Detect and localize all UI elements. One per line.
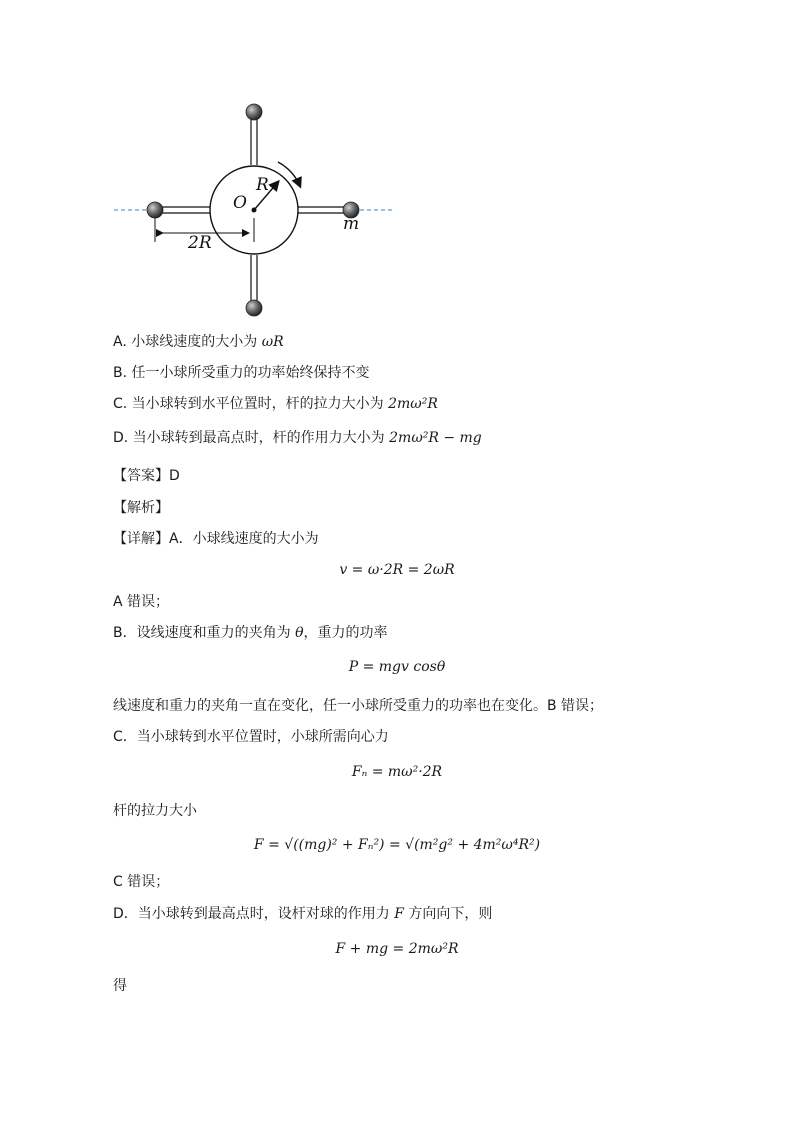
solution-d-intro-prefix: D．当小球转到最高点时，设杆对球的作用力 (113, 906, 395, 922)
solution-b-intro-prefix: B．设线速度和重力的夹角为 (113, 625, 296, 641)
option-a-math: ωR (261, 334, 284, 350)
analysis-heading: 【解析】 (113, 500, 169, 516)
option-d (113, 428, 482, 448)
option-d-text: D. 当小球转到最高点时，杆的作用力大小为 (113, 430, 390, 446)
rotating-disk-diagram (110, 96, 410, 322)
ball-left (147, 202, 163, 218)
solution-c-conclusion: C 错误； (113, 874, 170, 890)
label-2R: 2R (188, 233, 212, 253)
rod-top (251, 114, 257, 165)
solution-d-conclusion: 得 (113, 978, 127, 994)
answer-line: 【答案】D (113, 468, 180, 484)
solution-b-intro (113, 623, 388, 643)
equation-c-2: F = √((mg)² + Fₙ²) = √(m²g² + 4m²ω⁴R²) (253, 837, 541, 853)
equation-d: F + mg = 2mω²R (335, 941, 459, 957)
equation-b: P = mgv cosθ (348, 659, 446, 675)
solution-c-intro: C．当小球转到水平位置时，小球所需向心力 (113, 729, 389, 745)
rod-bottom (251, 255, 257, 306)
label-O: O (233, 193, 247, 213)
solution-a-intro: 【详解】A．小球线速度的大小为 (113, 531, 319, 547)
option-c-math: 2mω²R (388, 396, 438, 412)
option-b-text: B. 任一小球所受重力的功率始终保持不变 (113, 365, 370, 381)
solution-a-conclusion: A 错误； (113, 594, 170, 610)
solution-d-intro (113, 904, 492, 924)
solution-c-mid: 杆的拉力大小 (113, 803, 197, 819)
solution-b-theta: θ (295, 625, 304, 641)
equation-a: v = ω·2R = 2ωR (339, 562, 455, 578)
ball-bottom (246, 300, 262, 316)
label-m: m (343, 214, 360, 234)
solution-d-force: F (394, 906, 404, 922)
equation-c-1: Fₙ = mω²·2R (351, 764, 443, 780)
option-d-math: 2mω²R − mg (389, 430, 482, 446)
solution-d-intro-suffix: 方向向下，则 (403, 906, 493, 922)
option-c-text: C. 当小球转到水平位置时，杆的拉力大小为 (113, 396, 389, 412)
option-b (113, 363, 370, 383)
solution-b-conclusion: 线速度和重力的夹角一直在变化，任一小球所受重力的功率也在变化。B 错误； (113, 698, 604, 714)
option-a-text: A. 小球线速度的大小为 (113, 334, 262, 350)
solution-b-intro-suffix: ，重力的功率 (303, 625, 388, 641)
option-a (113, 332, 284, 352)
label-R: R (256, 175, 269, 195)
ball-top (246, 104, 262, 120)
option-c (113, 394, 438, 414)
